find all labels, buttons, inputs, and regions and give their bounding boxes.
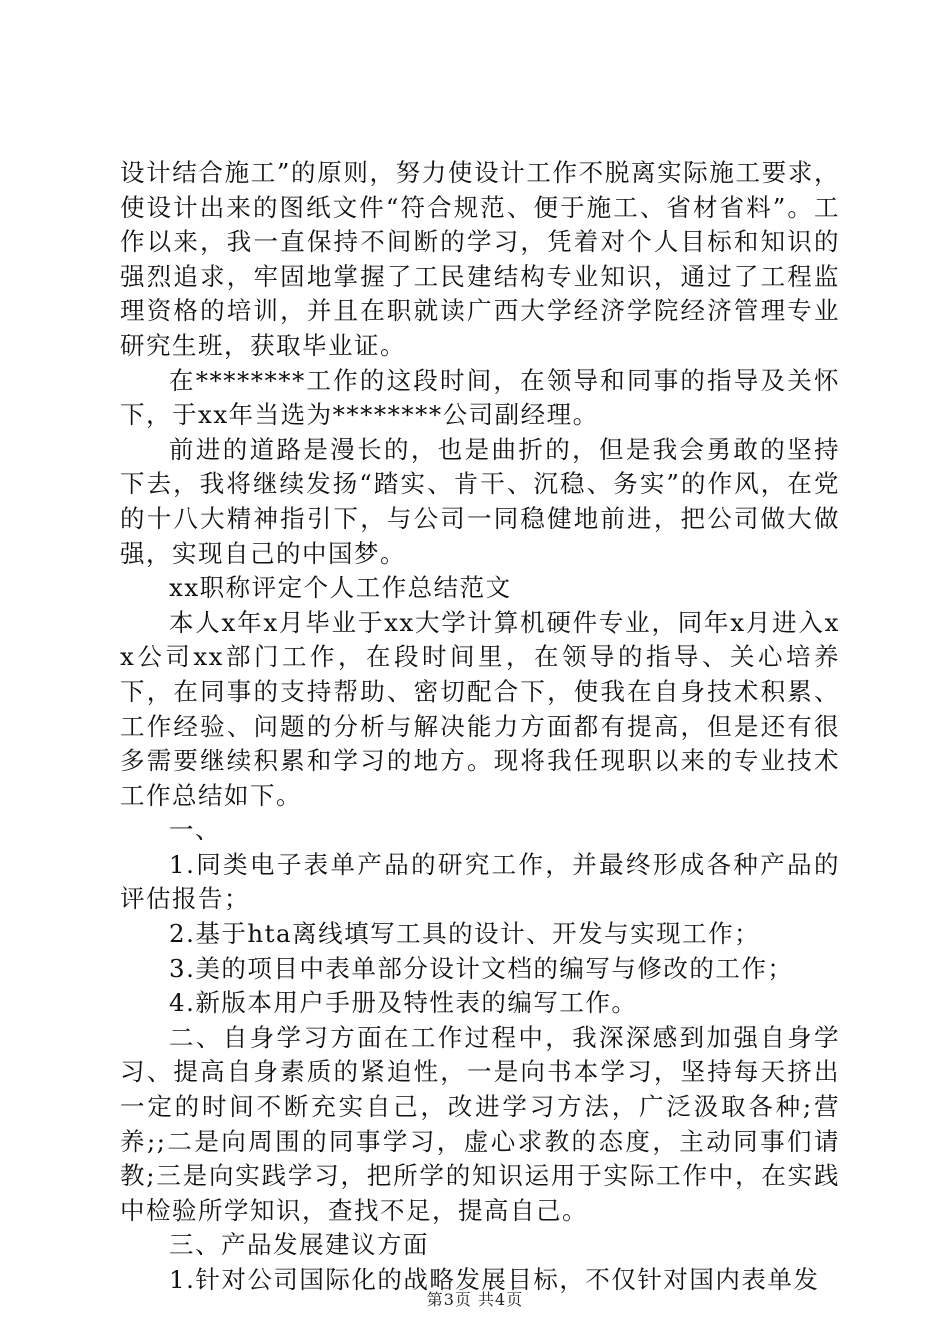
list-item-2: 2.基于hta离线填写工具的设计、开发与实现工作； [169, 919, 761, 949]
list-item-4: 4.新版本用户手册及特性表的编写工作。 [169, 988, 638, 1018]
list-heading-1: 一、 [169, 815, 221, 845]
page-footer: 第3页 共4页 [426, 1290, 524, 1309]
list-item-1: 1.同类电子表单产品的研究工作，并最终形成各种产品的评估报告； [120, 849, 840, 914]
section-heading: xx职称评定个人工作总结范文 [169, 573, 512, 603]
paragraph-5: 本人x年x月毕业于xx大学计算机硬件专业，同年x月进入xx公司xx部门工作，在段时间里，在领导的指导、关心培养下，在同事的支持帮助、密切配合下，使我在自身技术积累、工作经验、问题的分析与解决能力方面都有提高，但是还有很多需要继续积累和学习的地方。现将我任现职以来的专业技术工作总结如下。 [120, 607, 840, 810]
document-body [120, 156, 840, 1298]
paragraph-11: 二、自身学习方面在工作过程中，我深深感到加强自身学习、提高自身素质的紧迫性，一是向书本学习，坚持每天挤出一定的时间不断充实自己，改进学习方法，广泛汲取各种;营养;;二是向周围的同事学习，虚心求教的态度，主动同事们请教;三是向实践学习，把所学的知识运用于实际工作中，在实践中检验所学知识，查找不足，提高自己。 [120, 1022, 840, 1225]
paragraph-2: 在********工作的这段时间，在领导和同事的指导及关怀下，于xx年当选为********公司副经理。 [120, 365, 840, 430]
list-heading-3: 三、产品发展建议方面 [169, 1230, 429, 1260]
paragraph-1: 设计结合施工”的原则，努力使设计工作不脱离实际施工要求，使设计出来的图纸文件“符合规范、便于施工、省材省料”。工作以来，我一直保持不间断的学习，凭着对个人目标和知识的强烈追求，牢固地掌握了工民建结构专业知识，通过了工程监理资格的培训，并且在职就读广西大学经济学院经济管理专业研究生班，获取毕业证。 [120, 158, 840, 360]
paragraph-13: 1.针对公司国际化的战略发展目标，不仅针对国内表单发 [169, 1265, 820, 1294]
paragraph-3: 前进的道路是漫长的，也是曲折的，但是我会勇敢的坚持下去，我将继续发扬“踏实、肯干、沉稳、务实”的作风，在党的十八大精神指引下，与公司一同稳健地前进，把公司做大做强，实现自己的中国梦。 [120, 434, 840, 568]
list-item-3: 3.美的项目中表单部分设计文档的编写与修改的工作； [169, 953, 794, 983]
